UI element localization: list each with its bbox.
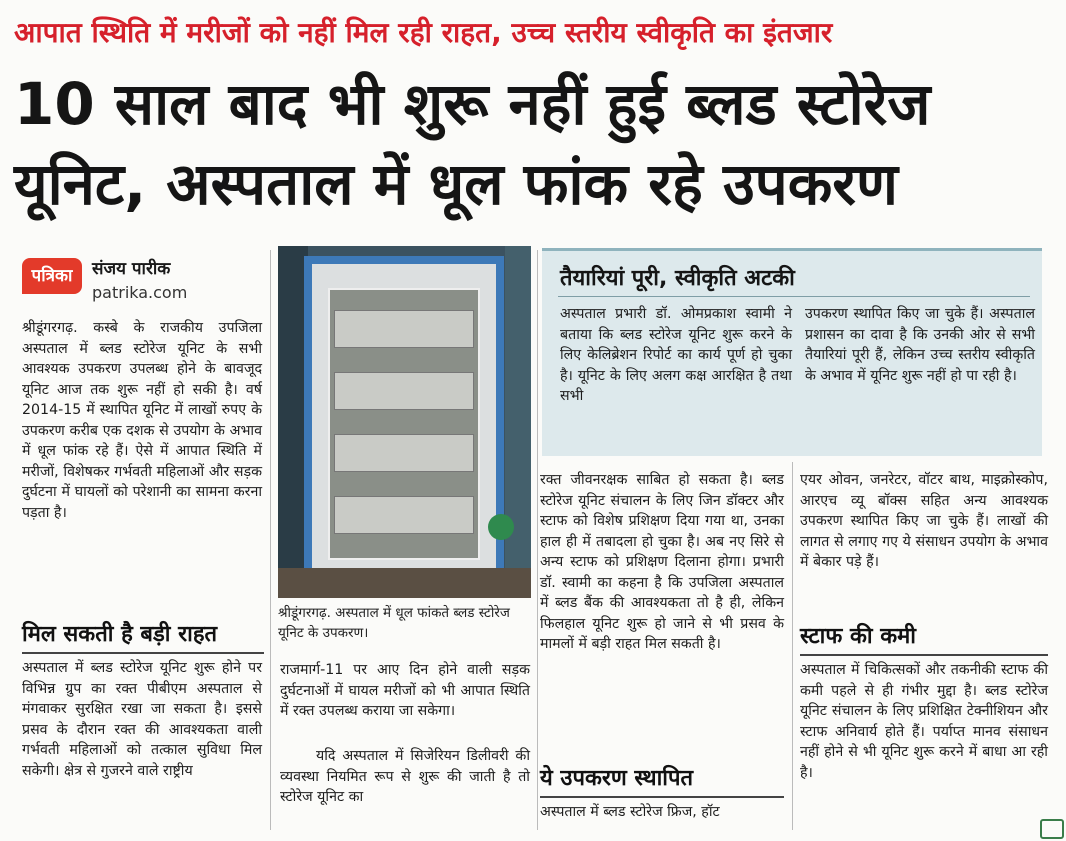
col3-paragraph-1: रक्त जीवनरक्षक साबित हो सकता है। ब्लड स्टोरेज यूनिट संचालन के लिए जिन डॉक्टर और स्टाफ को विशेष प्रशिक्षण दिया गया था, उनका हाल ही में तबादला हो चुका है। अब नए सिरे से अन्य स्टाफ को प्रशिक्षण दिलाना होगा। प्रभारी डॉ. स्वामी का कहना है कि उपजिला अस्पताल में ब्लड बैंक की आवश्यकता तो है ही, लेकिन फिलहाल यूनिट शुरू हो जाने से भी प्रसव के मामलों में बड़ी राहत मिल सकती है। — [540, 472, 784, 652]
photo-caption: श्रीडूंगरगढ़. अस्पताल में धूल फांकते ब्लड स्टोरेज यूनिट के उपकरण। — [278, 605, 510, 641]
subhead-rule — [800, 654, 1048, 656]
box-left-text: अस्पताल प्रभारी डॉ. ओमप्रकाश स्वामी ने बताया कि ब्लड स्टोरेज यूनिट शुरू करने के लिए केलिब्रेशन रिपोर्ट का कार्य पूर्ण हो चुका है। यूनिट के लिए अलग कक्ष आरक्षित है तथा सभी — [560, 306, 792, 404]
col3-paragraph-2: अस्पताल में ब्लड स्टोरेज फ्रिज, हॉट — [540, 804, 720, 820]
column-divider — [270, 250, 271, 830]
box-rule — [558, 296, 1030, 297]
headline-line-1: 10 साल बाद भी शुरू नहीं हुई ब्लड स्टोरेज — [14, 70, 931, 138]
site-url: patrika.com — [92, 283, 188, 302]
subhead-rule — [22, 652, 264, 654]
kicker-headline: आपात स्थिति में मरीजों को नहीं मिल रही राहत, उच्च स्तरीय स्वीकृति का इंतजार — [14, 16, 833, 49]
patrika-logo: पत्रिका — [22, 258, 82, 294]
corner-mark-icon — [1040, 819, 1064, 839]
subhead-installed-equipment: ये उपकरण स्थापित — [540, 766, 694, 791]
col2-paragraph-1: राजमार्ग-11 पर आए दिन होने वाली सड़क दुर्घटनाओं में घायल मरीजों को भी आपात स्थिति में रक्त उपलब्ध कराया जा सकेगा। — [280, 662, 530, 719]
info-box-title: तैयारियां पूरी, स्वीकृति अटकी — [560, 266, 795, 291]
subhead-relief: मिल सकती है बड़ी राहत — [22, 622, 218, 647]
col4-paragraph-2: अस्पताल में चिकित्सकों और तकनीकी स्टाफ की कमी पहले से ही गंभीर मुद्दा है। ब्लड स्टोरेज यूनिट संचालन के लिए प्रशिक्षित टेक्नीशियन और स्टाफ अनिवार्य होते हैं। पर्याप्त मानव संसाधन नहीं होने से भी यूनिट शुरू करने में बाधा आ रही है। — [800, 662, 1048, 781]
col1-paragraph-2: अस्पताल में ब्लड स्टोरेज यूनिट शुरू होने पर विभिन्न ग्रुप का रक्त पीबीएम अस्पताल से मंगवाकर सुरक्षित रखा जा सकता है। इससे प्रसव के दौरान रक्त की आवश्यकता वाली गर्भवती महिलाओं को तत्काल सुविधा मिल सकेगी। क्षेत्र से गुजरने वाले राष्ट्रीय — [22, 660, 262, 779]
box-right-text: उपकरण स्थापित किए जा चुके हैं। अस्पताल प्रशासन का दावा है कि उनकी ओर से सभी तैयारियां पूरी हैं, लेकिन उच्च स्तरीय स्वीकृति के अभाव में यूनिट शुरू नहीं हो पा रही है। — [805, 306, 1035, 384]
column-divider — [537, 250, 538, 830]
author-name: संजय पारीक — [92, 259, 171, 279]
col1-paragraph-1: श्रीडूंगरगढ़. कस्बे के राजकीय उपजिला अस्पताल में ब्लड स्टोरेज यूनिट के सभी आवश्यक उपकरण उपलब्ध होने के बावजूद यूनिट आज तक शुरू नहीं हो सकी है। वर्ष 2014-15 में स्थापित यूनिट में लाखों रुपए के उपकरण करीब एक दशक से उपयोग के अभाव में धूल फांक रहे हैं। ऐसे में आपात स्थिति में मरीजों, विशेषकर गर्भवती महिलाओं और सड़क दुर्घटना में घायलों को परेशानी का सामना करना पड़ता है। — [22, 320, 262, 521]
col4-paragraph-1: एयर ओवन, जनरेटर, वॉटर बाथ, माइक्रोस्कोप, आरएच व्यू बॉक्स सहित अन्य आवश्यक उपकरण स्थापित किए जा चुके हैं। लाखों की लागत से लगाए गए ये संसाधन उपयोग के अभाव में बेकार पड़े हैं। — [800, 472, 1048, 570]
subhead-rule — [540, 796, 784, 798]
col2-paragraph-2: यदि अस्पताल में सिजेरियन डिलीवरी की व्यवस्था नियमित रूप से शुरू की जाती है तो स्टोरेज यूनिट का — [280, 748, 530, 805]
headline-line-2: यूनिट, अस्पताल में धूल फांक रहे उपकरण — [14, 150, 898, 218]
column-divider — [792, 462, 793, 830]
subhead-staff-shortage: स्टाफ की कमी — [800, 624, 916, 649]
blood-storage-cabinet-photo — [278, 246, 531, 598]
